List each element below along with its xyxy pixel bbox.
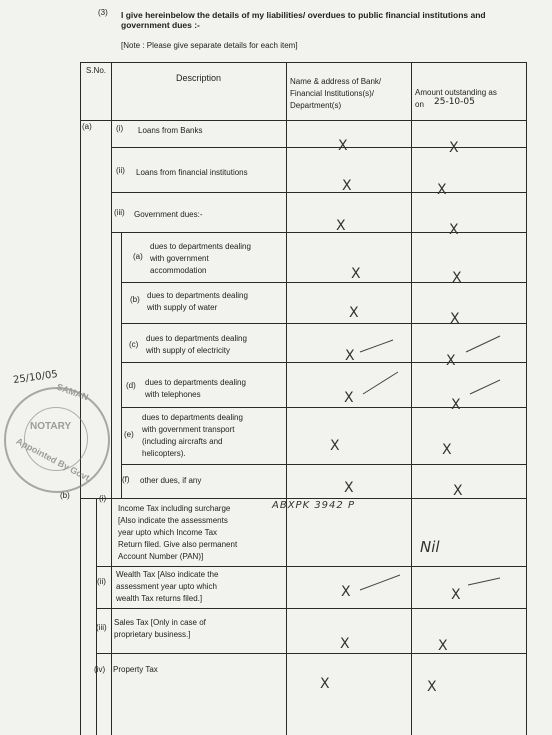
row-e-l2: with government transport	[142, 425, 235, 434]
row-c-l1: dues to departments dealing	[146, 334, 247, 343]
nil-entry: Nil	[420, 538, 440, 556]
cross-mark: X	[451, 397, 461, 413]
row-b-ii-num: (ii)	[97, 577, 106, 586]
row-a-l3: accommodation	[150, 266, 207, 275]
row-e-num: (e)	[124, 430, 134, 439]
header-note: [Note : Please give separate details for each item]	[121, 41, 298, 50]
row-govt-dues: Government dues:-	[134, 210, 203, 219]
cross-mark: X	[437, 182, 447, 198]
cross-mark: X	[449, 222, 459, 238]
row-c-l2: with supply of electricity	[146, 346, 231, 355]
row-a-l1: dues to departments dealing	[150, 242, 251, 251]
row-b-l2: with supply of water	[147, 303, 218, 312]
date-note: 25/10/05	[12, 368, 59, 387]
row-e-l3: (including aircrafts and	[142, 437, 223, 446]
row-f-text: other dues, if any	[140, 476, 202, 485]
row-wealth-tax-l1: Wealth Tax [Also indicate the	[116, 570, 219, 579]
notary-stamp	[4, 381, 110, 493]
row-i-num: (i)	[116, 124, 124, 133]
header-amount-date: 25-10-05	[434, 97, 475, 107]
cross-mark: X	[450, 311, 460, 327]
row-b-iii-num: (iii)	[96, 623, 107, 632]
row-a-num: (a)	[133, 252, 143, 261]
row-d-l2: with telephones	[145, 390, 201, 399]
row-sales-tax-l2: proprietary business.]	[114, 630, 191, 639]
cross-mark: X	[345, 348, 355, 364]
header-bank-line-2: Financial Institutions(s)/	[290, 89, 375, 98]
row-a-l2: with government	[150, 254, 209, 263]
row-b-l1: dues to departments dealing	[147, 291, 248, 300]
row-income-tax-l1: Income Tax including surcharge	[118, 504, 231, 513]
cross-mark: X	[338, 138, 348, 154]
cross-mark: X	[438, 638, 448, 654]
row-ii-num: (ii)	[116, 166, 125, 175]
row-income-tax-l3: year upto which Income Tax	[118, 528, 218, 537]
cross-mark: X	[344, 480, 354, 496]
header-line-1: I give hereinbelow the details of my liabilities/ overdues to public financial institutions and	[121, 10, 486, 20]
row-iii-num: (iii)	[114, 208, 125, 217]
stamp-middle-text: NOTARY	[30, 421, 72, 432]
cross-mark: X	[341, 584, 351, 600]
row-b-i-num: (i)	[99, 494, 107, 503]
stamp-bottom-text: Appointed By Govt.	[14, 435, 94, 485]
header-bank-line-1: Name & address of Bank/	[290, 77, 382, 86]
cross-mark: X	[451, 587, 461, 603]
cross-mark: X	[446, 353, 456, 369]
cross-mark: X	[442, 442, 452, 458]
row-d-num: (d)	[126, 381, 136, 390]
pan-number: ABXPK 3942 P	[272, 500, 355, 511]
section-b-label: (b)	[60, 491, 70, 500]
cross-mark: X	[344, 390, 354, 406]
row-wealth-tax-l2: assessment year upto which	[116, 582, 217, 591]
cross-mark: X	[320, 676, 330, 692]
header-description: Description	[176, 73, 222, 83]
row-property-tax: Property Tax	[113, 665, 158, 674]
cross-mark: X	[452, 270, 462, 286]
row-b-num: (b)	[130, 295, 140, 304]
item-number: (3)	[98, 8, 108, 17]
row-b-iv-num: (iv)	[94, 665, 106, 674]
header-amount-line-2: on	[415, 100, 424, 109]
cross-mark: X	[453, 483, 463, 499]
row-income-tax-l2: [Also indicate the assessments	[118, 516, 228, 525]
cross-mark: X	[342, 178, 352, 194]
row-sales-tax-l1: Sales Tax [Only in case of	[114, 618, 206, 627]
header-sno: S.No.	[86, 66, 107, 75]
header-line-2: government dues :-	[121, 20, 200, 30]
row-e-l4: helicopters).	[142, 449, 186, 458]
row-e-l1: dues to departments dealing	[142, 413, 243, 422]
row-loans-fi: Loans from financial institutions	[136, 168, 248, 177]
cross-mark: X	[336, 218, 346, 234]
section-a-label: (a)	[82, 122, 92, 131]
cross-mark: X	[330, 438, 340, 454]
cross-mark: X	[449, 140, 459, 156]
row-wealth-tax-l3: wealth Tax returns filed.]	[116, 594, 203, 603]
cross-mark: X	[340, 636, 350, 652]
stamp-top-text: SAMAN	[55, 381, 90, 403]
header-bank-line-3: Department(s)	[290, 101, 342, 110]
cross-mark: X	[427, 679, 437, 695]
row-f-num: (f)	[122, 475, 130, 484]
cross-mark: X	[349, 305, 359, 321]
row-income-tax-l4: Return filed. Give also permanent	[118, 540, 238, 549]
row-d-l1: dues to departments dealing	[145, 378, 246, 387]
header-amount-line-1: Amount outstanding as	[415, 88, 497, 97]
row-c-num: (c)	[129, 340, 139, 349]
cross-mark: X	[351, 266, 361, 282]
row-loans-banks: Loans from Banks	[138, 126, 203, 135]
row-income-tax-l5: Account Number (PAN)]	[118, 552, 204, 561]
